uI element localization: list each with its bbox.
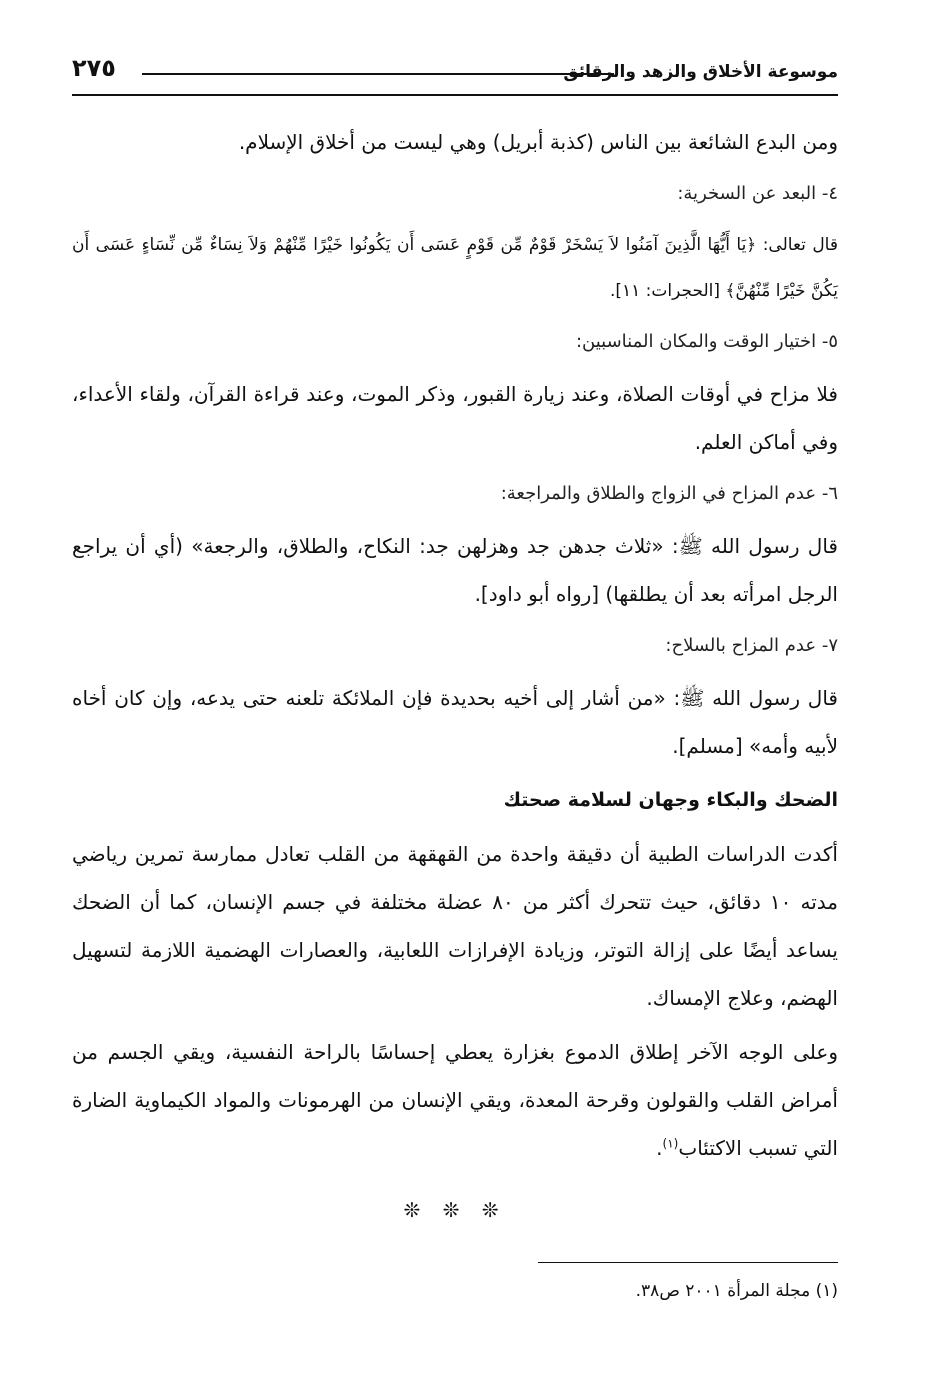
section-title: الضحك والبكاء وجهان لسلامة صحتك (503, 789, 838, 811)
page-number: ٢٧٥ (72, 54, 116, 82)
paragraph-crying-end: . (656, 1136, 663, 1160)
heading-avoid-mockery: ٤- البعد عن السخرية: (677, 183, 838, 204)
heading-right-time-place: ٥- اختيار الوقت والمكان المناسبين: (575, 331, 838, 352)
paragraph-hadith-weapon: قال رسول الله ﷺ: «من أشار إلى أخيه بحديدة فإن الملائكة تلعنه حتى يدعه، وإن كان أخاه لأبيه وأمه» [مسلم]. (72, 686, 838, 758)
heading-marriage-divorce: ٦- عدم المزاح في الزواج والطلاق والمراجعة: (500, 483, 838, 504)
paragraph-laughter: أكدت الدراسات الطبية أن دقيقة واحدة من القهقهة من القلب تعادل ممارسة تمرين رياضي مدته ١٠ دقائق، حيث تتحرك أكثر من ٨٠ عضلة مختلفة في جسم الإنسان، كما أن الضحك يساعد أيضًا على إزالة التوتر، وزيادة الإفرازات اللعابية، والعصارات الهضمية اللازمة لتسهيل الهضم، وعلاج الإمساك. (72, 842, 839, 1010)
footnote-rule (538, 1262, 838, 1263)
footnote-reference[interactable]: (١) (662, 1136, 679, 1151)
section-separator: ❊ ❊ ❊ (403, 1198, 507, 1222)
paragraph-crying-text: وعلى الوجه الآخر إطلاق الدموع بغزارة يعطي إحساسًا بالراحة النفسية، ويقي الجسم من أمراض القلب والقولون وقرحة المعدة، ويقي الإنسان من الهرمونات والمواد الكيماوية الضارة التي تسبب الاكتئاب (72, 1040, 838, 1160)
paragraph-no-joking-times: فلا مزاح في أوقات الصلاة، وعند زيارة القبور، وذكر الموت، وعند قراءة القرآن، ولقاء الأعداء، وفي أماكن العلم. (72, 382, 838, 454)
header-title: موسوعة الأخلاق والزهد والرقائق (563, 62, 838, 82)
paragraph-hadith-three: قال رسول الله ﷺ: «ثلاث جدهن جد وهزلهن جد: النكاح، والطلاق، والرجعة» (أي أن يراجع الرجل امرأته بعد أن يطلقها) [رواه أبو داود]. (72, 534, 838, 606)
running-header (72, 52, 838, 96)
footnote: (١) مجلة المرأة ٢٠٠١ ص٣٨. (635, 1281, 838, 1301)
paragraph-crying (72, 1028, 838, 1172)
paragraph-april-fools: ومن البدع الشائعة بين الناس (كذبة أبريل) وهي ليست من أخلاق الإسلام. (238, 130, 838, 154)
page-content (72, 118, 838, 1230)
heading-weapons: ٧- عدم المزاح بالسلاح: (665, 635, 838, 656)
header-rule-inline (142, 73, 614, 75)
header-rule (72, 94, 838, 96)
paragraph-quran-verse: قال تعالى: ﴿يَا أَيُّهَا الَّذِينَ آمَنُوا لاَ يَسْخَرْ قَوْمٌ مِّن قَوْمٍ عَسَى أَن يَكُونُوا خَيْرًا مِّنْهُمْ وَلاَ نِسَاءٌ مِّن نِّسَاءٍ عَسَى أَن يَكُنَّ خَيْرًا مِّنْهُنَّ﴾ [الحجرات: ١١]. (72, 235, 838, 301)
